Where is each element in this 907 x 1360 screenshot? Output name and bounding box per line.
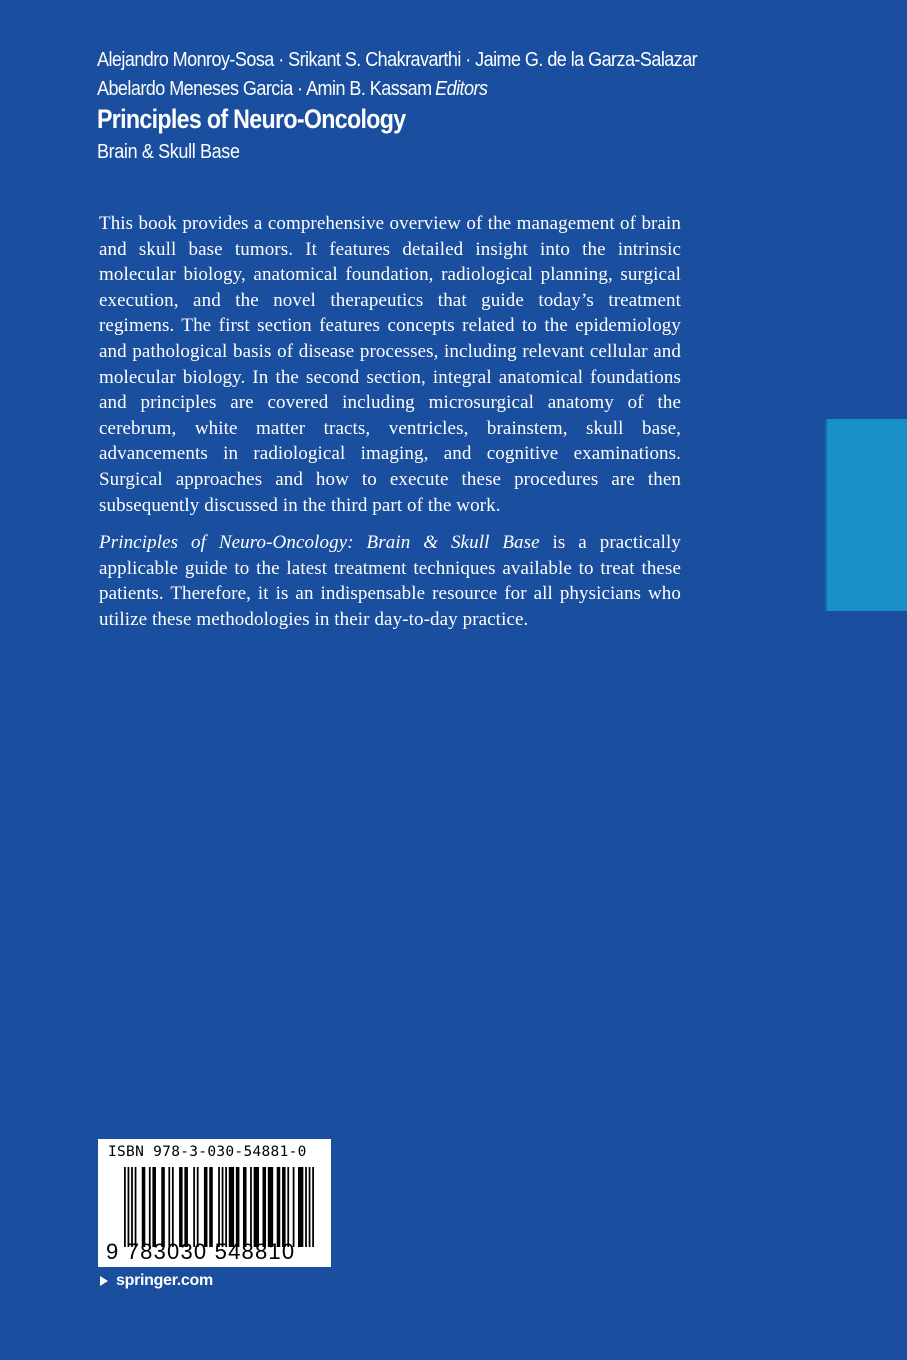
description-paragraph-2 xyxy=(99,530,681,632)
barcode-bar xyxy=(142,1167,146,1247)
editors-line-2 xyxy=(97,75,673,104)
description-paragraph-1: This book provides a comprehensive overview of the management of brain and skull base tumors. It features detailed insight into the intrinsic molecular biology, anatomical foundation, radiological planning, surgical execution, and the novel therapeutics that guide today’s treatment regimens. The first section features concepts related to the epidemiology and pathological basis of disease processes, including relevant cellular and molecular biology. In the second section, integral anatomical foundations and principles are covered including microsurgical anatomy of the cerebrum, white matter tracts, ventricles, brainstem, skull base, advancements in radiological imaging, and cognitive examinations. Surgical approaches and how to execute these procedures are then subsequently discussed in the third part of the work. xyxy=(99,213,681,516)
barcode-bar xyxy=(172,1167,174,1247)
barcode-bar xyxy=(128,1167,130,1247)
barcode-bar xyxy=(209,1167,213,1247)
description-title-reference: Principles of Neuro-Oncology: Brain & Skull Base xyxy=(99,532,540,554)
barcode-bar xyxy=(222,1167,224,1247)
spine-color-tab xyxy=(825,419,907,611)
barcode-bar xyxy=(179,1167,183,1247)
barcode-bar xyxy=(218,1167,220,1247)
barcode-bar xyxy=(184,1167,188,1247)
barcode-bar xyxy=(277,1167,281,1247)
barcode-bar xyxy=(298,1167,303,1247)
barcode-bar xyxy=(312,1167,314,1247)
editors-names-2: Abelardo Meneses Garcia · Amin B. Kassam xyxy=(97,78,432,100)
barcode-bar xyxy=(149,1167,151,1247)
barcode-bar xyxy=(131,1167,133,1247)
isbn-label: ISBN 978-3-030-54881-0 xyxy=(108,1144,307,1160)
publisher-url[interactable]: springer.com xyxy=(116,1272,213,1289)
description-paragraph-2-text: is a practically applicable guide to the latest treatment techniques available to treat these patients. Therefore, it is an indispensable resource for all physicians who utilize these methodologies in their day-to-day practice. xyxy=(99,532,681,630)
barcode-bar xyxy=(250,1167,252,1247)
editors-role: Editors xyxy=(435,78,488,100)
barcode-bar xyxy=(305,1167,307,1247)
barcode-digits: 9 783030 548810 xyxy=(106,1239,296,1264)
barcode-bar xyxy=(287,1167,289,1247)
barcode-bar xyxy=(236,1167,240,1247)
editors-block xyxy=(97,46,698,104)
barcode-bar xyxy=(282,1167,286,1247)
barcode-bar xyxy=(193,1167,195,1247)
barcode-bar xyxy=(197,1167,199,1247)
barcode-bar xyxy=(168,1167,170,1247)
barcode-bar xyxy=(152,1167,156,1247)
barcode-bar xyxy=(268,1167,273,1247)
book-title: Principles of Neuro-Oncology xyxy=(97,104,406,134)
barcode-bars xyxy=(124,1167,314,1247)
barcode-bar xyxy=(204,1167,208,1247)
barcode-bar xyxy=(263,1167,267,1247)
barcode-bar xyxy=(243,1167,247,1247)
barcode-bar xyxy=(229,1167,234,1247)
barcode-bar xyxy=(254,1167,259,1247)
book-subtitle: Brain & Skull Base xyxy=(97,141,240,163)
book-description xyxy=(99,211,681,633)
barcode-bar xyxy=(309,1167,311,1247)
barcode-bar xyxy=(135,1167,137,1247)
barcode-bar xyxy=(124,1167,126,1247)
arrow-icon xyxy=(100,1276,108,1286)
barcode-bar xyxy=(225,1167,227,1247)
barcode-bar xyxy=(293,1167,295,1247)
isbn-barcode xyxy=(98,1139,331,1267)
editors-line-1: Alejandro Monroy-Sosa · Srikant S. Chakravarthi · Jaime G. de la Garza-Salazar xyxy=(97,49,698,71)
barcode-bar xyxy=(161,1167,165,1247)
